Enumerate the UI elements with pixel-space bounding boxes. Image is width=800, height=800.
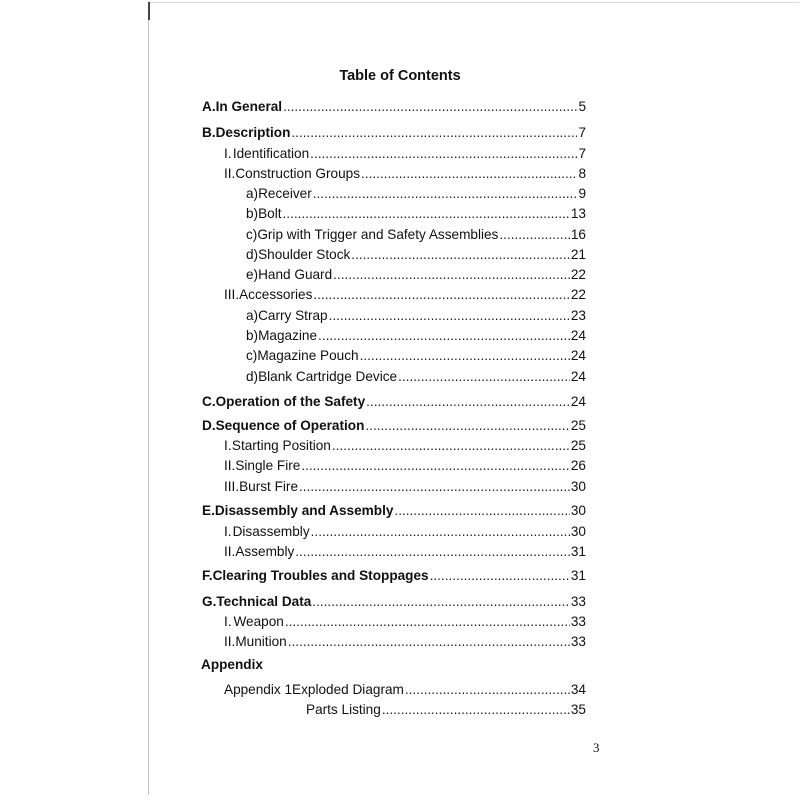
toc-section [202,95,586,115]
toc-entry-marker: d) [246,247,259,262]
toc-entry-title: Accessories [239,287,313,302]
toc-entry-marker: I. [224,146,232,161]
toc-entry-title: Assembly [235,544,295,559]
toc-entry-title: Carry Strap [258,308,328,323]
toc-subsection [224,283,586,303]
toc-entry-title: Magazine [258,328,318,343]
toc-entry-marker: d) [246,369,259,384]
appendix-row [306,698,586,718]
toc-section [202,121,586,141]
dot-leader [394,503,569,519]
toc-entry-marker: II. [224,166,236,181]
toc-subsection [224,540,586,560]
toc-entry-page: 30 [570,503,586,518]
toc-subsection [224,454,586,474]
toc-entry-title: Receiver [258,186,312,201]
toc-subsection [224,142,586,162]
dot-leader [382,702,570,718]
toc-entry-title: Identification [232,146,310,161]
toc-entry-page: 25 [570,418,586,433]
toc-entry-title: Exploded Diagram [292,682,404,697]
toc-entry-marker: III. [224,287,240,302]
toc-item [246,263,586,283]
toc-entry-title: Single Fire [235,458,301,473]
dot-leader [288,634,570,650]
toc-subsection [224,162,586,182]
toc-entry-page: 33 [570,614,586,629]
toc-entry-page: 8 [578,166,586,181]
toc-subsection [224,520,586,540]
dot-leader [299,479,570,495]
dot-leader [332,438,570,454]
toc-entry-page: 24 [570,348,586,363]
toc-entry-page: 33 [570,634,586,649]
dot-leader [313,186,578,202]
toc-entry-title: Clearing Troubles and Stoppages [212,568,429,583]
toc-entry-page: 7 [578,125,586,140]
toc-item [246,324,586,344]
toc-item [246,304,586,324]
toc-subsection [224,630,586,650]
toc-subsection [224,610,586,630]
toc-entry-page: 25 [570,438,586,453]
dot-leader [283,206,570,222]
toc-entry-page: 26 [570,458,586,473]
toc-entry-title: Operation of the Safety [215,394,366,409]
toc-entry-page: 35 [570,702,586,717]
toc-entry-page: 23 [570,308,586,323]
toc-entry-title: Parts Listing [306,702,381,717]
toc-entry-marker: B. [202,125,216,140]
toc-entry-title: In General [215,99,283,114]
dot-leader [291,125,577,141]
dot-leader [333,267,570,283]
toc-section [202,499,586,519]
toc-title: Table of Contents [339,68,461,84]
toc-entry-marker: III. [224,479,240,494]
toc-entry-title: Starting Position [231,438,331,453]
dot-leader [430,568,570,584]
dot-leader [313,287,569,303]
toc-entry-title: Sequence of Operation [215,418,365,433]
toc-entry-page: 5 [578,99,586,114]
dot-leader [351,247,570,263]
dot-leader [283,99,577,115]
toc-entry-marker: a) [246,186,259,201]
toc-entry-page: 31 [570,544,586,559]
toc-entry-marker: II. [224,458,236,473]
toc-entry-title: Shoulder Stock [258,247,351,262]
toc-entry-title: Munition [235,634,287,649]
toc-item [246,202,586,222]
toc-entry-title: Blank Cartridge Device [258,369,398,384]
dot-leader [310,146,577,162]
toc-entry-marker: c) [246,348,258,363]
toc-entry-title: Burst Fire [239,479,299,494]
toc-item [246,344,586,364]
toc-entry-marker: II. [224,544,236,559]
dot-leader [365,418,569,434]
dot-leader [285,614,570,630]
toc-entry-marker: e) [246,267,259,282]
toc-item [246,365,586,385]
toc-entry-title: Hand Guard [258,267,333,282]
toc-item [246,223,586,243]
toc-entry-title: Construction Groups [235,166,361,181]
dot-leader [405,682,570,698]
toc-entry-title: Bolt [258,206,282,221]
toc-section [202,390,586,410]
toc-entry-marker: C. [202,394,216,409]
dot-leader [311,524,570,540]
toc-entry-page: 22 [570,287,586,302]
dot-leader [312,594,570,610]
toc-entry-title: Grip with Trigger and Safety Assemblies [257,227,499,242]
dot-leader [366,394,570,410]
toc-entry-marker: F. [202,568,213,583]
toc-entry-page: 33 [570,594,586,609]
toc-entry-page: 31 [570,568,586,583]
toc-entry-title: Magazine Pouch [257,348,359,363]
toc-section [202,414,586,434]
dot-leader [361,166,577,182]
dot-leader [499,227,570,243]
toc-entry-page: 7 [578,146,586,161]
toc-entry-page: 34 [570,682,586,697]
toc-entry-marker: a) [246,308,259,323]
toc-subsection [224,475,586,495]
toc-entry-page: 22 [570,267,586,282]
toc-entry-marker: I. [224,524,232,539]
toc-entry-title: Technical Data [216,594,312,609]
toc-entry-marker: I. [224,614,232,629]
dot-leader [318,328,570,344]
toc-section [202,590,586,610]
toc-entry-title: Weapon [233,614,284,629]
toc-entry-page: 24 [570,394,586,409]
dot-leader [360,348,570,364]
toc-entry-marker: I. [224,438,232,453]
toc-entry-page: 21 [570,247,586,262]
toc-entry-title: Description [215,125,291,140]
toc-entry-page: 30 [570,479,586,494]
toc-item [246,182,586,202]
toc-entry-marker: b) [246,328,259,343]
dot-leader [301,458,570,474]
toc-subsection [224,434,586,454]
toc-entry-page: 24 [570,328,586,343]
toc-entry-page: 13 [570,206,586,221]
toc-entry-marker: b) [246,206,259,221]
appendix-heading: Appendix [201,657,263,672]
toc-entry-marker: c) [246,227,258,242]
dot-leader [398,369,570,385]
toc-entry-page: 9 [578,186,586,201]
toc-entry-page: 24 [570,369,586,384]
toc-entry-marker: E. [202,503,215,518]
toc-entry-marker: D. [202,418,216,433]
dot-leader [329,308,570,324]
page-number: 3 [593,740,600,755]
toc-entry-title: Disassembly and Assembly [214,503,394,518]
toc-entry-page: 16 [570,227,586,242]
toc-entry-page: 30 [570,524,586,539]
toc-entry-marker: A. [202,99,216,114]
toc-entry-marker: G. [202,594,217,609]
toc-entry-marker: Appendix 1 [224,682,293,697]
dot-leader [295,544,570,560]
toc-item [246,243,586,263]
toc-section [202,564,586,584]
toc-entry-title: Disassembly [232,524,310,539]
appendix-row [224,678,586,698]
toc-entry-marker: II. [224,634,236,649]
